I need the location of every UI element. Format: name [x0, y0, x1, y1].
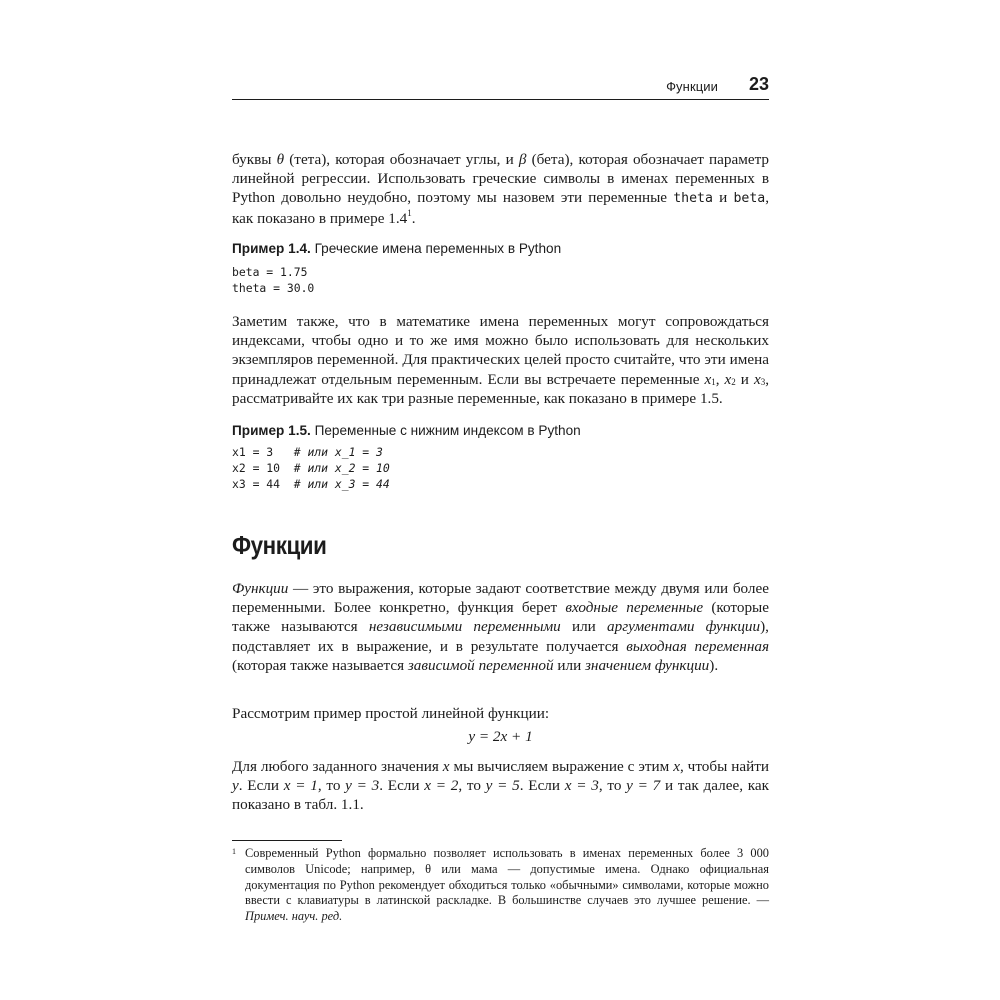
example-label: Пример 1.5. [232, 423, 311, 438]
header-rule [232, 99, 769, 100]
footnote [232, 846, 769, 925]
footnote-reference[interactable]: 1 [407, 207, 412, 218]
inline-code-theta: theta [673, 191, 713, 207]
example-title: Переменные с нижним индексом в Python [310, 423, 581, 438]
beta-symbol: β [518, 151, 527, 168]
footnote-mark: 1 [232, 847, 236, 856]
code-line: x1 = 3 # или x_1 = 3 [232, 445, 383, 459]
example-title: Греческие имена переменных в Python [310, 241, 562, 256]
footnote-text: Современный Python формально позволяет использовать в именах переменных более 3 000 символов Unicode; например, θ или мама — допустимые имена. Однако официальная документация по Python рекомендует обходиться только «обычными» символами, которые можно ввести с клавиатуры в латинской раскладке. В большинстве случаев это лучшее решение. — [245, 846, 769, 908]
example-label: Пример 1.4. [232, 241, 311, 256]
paragraph-linear-example: Рассмотрим пример простой линейной функции: [232, 705, 550, 722]
paragraph-functions-definition: Функции — это выражения, которые задают соответствие между двумя или более переменными. Более конкретно, функция берет входные переменные (которые также называются независимыми переменными или аргументами функции), подставляет их в выражение, и в результате получается выходная переменная (которая также называется зависимой переменной или значением функции). [232, 580, 770, 674]
paragraph-subscripts: Заметим также, что в математике имена переменных могут сопровождаться индексами, чтобы одно и то же имя можно было использовать для нескольких экземпляров переменной. Для практических целей просто считайте, что эти имена принадлежат отдельным переменным. Если вы встречаете переменные $x_1$, $x_2$ и $x_3$, рассматривайте их как три разные переменные, как показано в примере 1.5. [232, 313, 769, 407]
code-block-1-4 [232, 264, 314, 296]
code-line: theta = 30.0 [232, 281, 315, 295]
running-title: Функции [666, 79, 718, 94]
code-line: x2 = 10 # или x_2 = 10 [232, 461, 390, 475]
example-caption-1-5 [232, 423, 581, 438]
inline-code-beta: beta [733, 191, 766, 207]
formula-linear-function: y = 2x + 1 [468, 728, 533, 745]
paragraph-greek-letters: буквы θ (тета), которая обозначает углы, и β (бета), которая обозначает параметр линейной регрессии. Использовать греческие символы в именах переменных в Python довольно неудобно, поэтому мы назовем эти переменные theta и beta, как показано в примере $1.4^1$. [232, 151, 769, 227]
footnote-rule [232, 840, 342, 841]
code-block-1-5 [232, 444, 390, 492]
code-line: beta = 1.75 [232, 265, 308, 279]
theta-symbol: θ [276, 151, 285, 168]
code-line: x3 = 44 # или x_3 = 44 [232, 477, 390, 491]
page-number: 23 [748, 74, 769, 94]
paragraph-evaluation: Для любого заданного значения x мы вычисляем выражение с этим x, чтобы найти y. Если x = 1, то y = 3. Если x = 2, то y = 5. Если x = 3, то y = 7 и так далее, как показано в табл. 1.1. [232, 758, 770, 814]
section-heading: Функции [232, 530, 327, 560]
page-header [232, 74, 769, 100]
footnote-editor-note: Примеч. науч. ред. [245, 909, 343, 924]
example-caption-1-4 [232, 241, 561, 256]
